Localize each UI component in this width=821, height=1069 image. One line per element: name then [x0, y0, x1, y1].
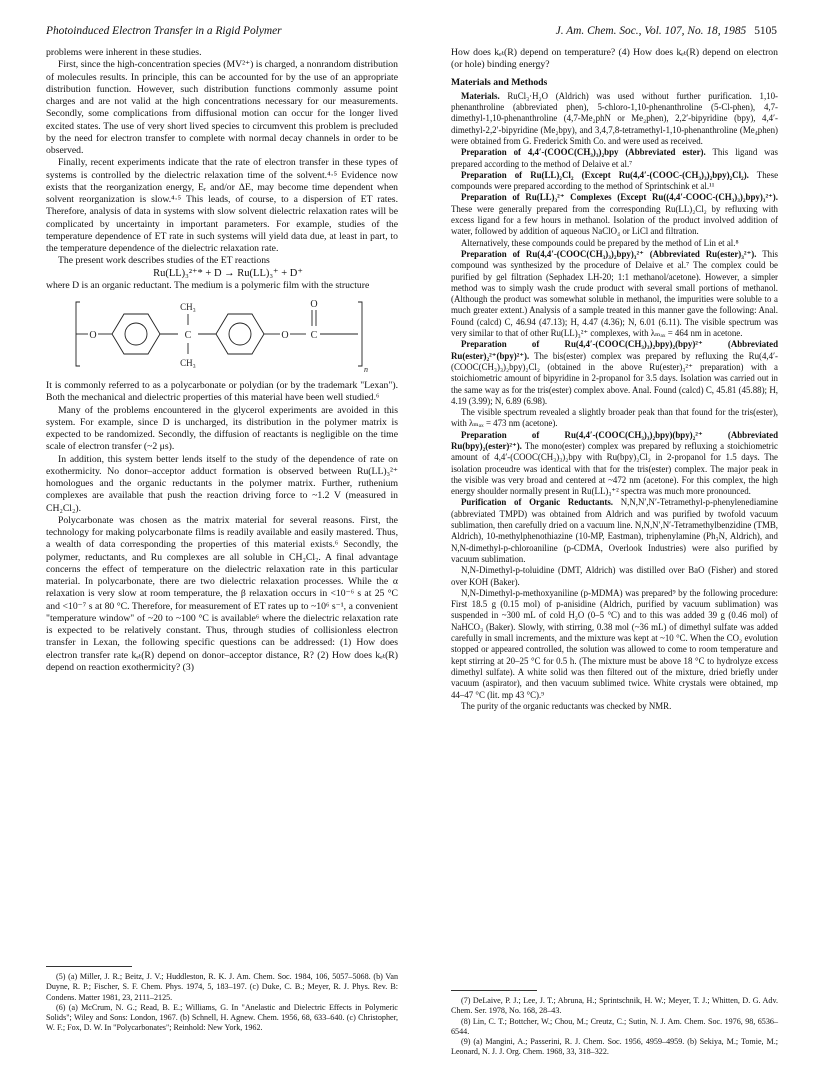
- run-in-heading: Preparation of Ru(LL)₃²⁺ Complexes (Except Ru((4,4′-COOC-(CH₃)₃)₂bpy)₃²⁺).: [461, 192, 778, 203]
- footnote: (8) Lin, C. T.; Bottcher, W.; Chou, M.; Creutz, C.; Sutin, N. J. Am. Chem. Soc. 1976, 98, 6536–6544.: [451, 1016, 778, 1036]
- paragraph: Preparation of Ru(4,4′-(COOC(CH₃)₃)₂bpy)₃²⁺ (Abbreviated Ru(ester)₃²⁺). This compound was synthesized by the procedure of Delaive et al.⁷ The complex could be purified by gel filtration (Sephadex LH-20; 1:1 methanol/acetone). However, a simpler method was to simply wash the crude product with several small portions of methanol. (Although the product was somewhat soluble in methanol, the impurities were soluble to a much greater extent.) Analysis of a sample treated in this manner gave the following: Anal. Found (calcd) C, 46.94 (47.13); H, 4.47 (4.36); N, 6.01 (6.11). The visible spectrum was very similar to that of other Ru(LL)₃²⁺ complexes, with λₘₐₓ = 464 nm in acetone.: [451, 248, 778, 339]
- benzene-ring: [216, 314, 264, 354]
- run-in-heading: Preparation of 4,4′-(COOC(CH₃)₃)₂bpy (Abbreviated ester).: [461, 147, 706, 158]
- footnote: (6) (a) McCrum, N. G.; Read, B. E.; Williams, G. In "Anelastic and Dielectric Effects in Polymeric Solids"; Wiley and Sons: London, 1967. (b) Schnell, H. Agnew. Chem. 1956, 68, 633–640. (c) Christopher, W. F.; Fox, D. W. In "Polycarbonates"; Reinhold: New York, 1962.: [46, 1002, 398, 1033]
- run-in-heading: Preparation of Ru(LL)₂Cl₂ (Except Ru(4,4′-(COOC-(CH₃)₃)₂bpy)₂Cl₂).: [461, 169, 749, 180]
- footnote: (7) DeLaive, P. J.; Lee, J. T.; Abruna, H.; Sprintschnik, H. W.; Meyer, T. J.; Whitten, D. G. Adv. Chem. Ser. 1978, No. 168, 28–43.: [451, 996, 778, 1016]
- carbon-atom: C: [184, 330, 192, 341]
- article-running-title: Photoinduced Electron Transfer in a Rigid Polymer: [46, 25, 282, 37]
- journal-name: J. Am. Chem. Soc., Vol. 107, No. 18, 1985: [555, 25, 747, 37]
- footnotes-right: [451, 996, 778, 1058]
- paragraph: Finally, recent experiments indicate that the rate of electron transfer in these types of systems is controlled by the dielectric relaxation time of the solvent.⁴·⁵ Evidence now exists that the reorganization energy, Eᵣ and/or ΔE, may become time dependent when solvent reorganization is slow.⁴·⁵ This leads, of course, to a dispersion of ET rates. Therefore, analysis of data in systems with slow solvent dielectric relaxation rates will be complicated by uncertainty in important parameters. For example, studies of the temperature dependence of ET rate in such systems will yield data due, at least in part, to the temperature dependence of the dielectric relaxation rate.: [46, 157, 398, 254]
- oxygen-atom: O: [310, 299, 318, 310]
- footnote-rule-left: [46, 966, 132, 967]
- polycarbonate-structure: [72, 294, 372, 374]
- paragraph: How does kₑₜ(R) depend on temperature? (4) How does kₑₜ(R) depend on electron (or hole) binding energy?: [451, 47, 778, 71]
- page-number: 5105: [754, 25, 777, 37]
- running-head: [46, 25, 777, 41]
- paragraph: The purity of the organic reductants was checked by NMR.: [461, 700, 672, 711]
- paragraph: In addition, this system better lends itself to the study of the dependence of rate on exothermicity. No donor–acceptor adduct formation is observed between Ru(LL)₃²⁺ homologues and the organic reductants in the polymer matrix. Further, ruthenium complexes are available that push the reaction driving force to ~1.2 V (measured in CH₂Cl₂).: [46, 453, 398, 514]
- paragraph: Preparation of 4,4′-(COOC(CH₃)₃)₂bpy (Abbreviated ester). This ligand was prepared according to the method of Delaive et al.⁷: [451, 147, 778, 169]
- right-bracket: [358, 302, 362, 366]
- oxygen-atom: O: [281, 330, 289, 341]
- paragraph: Preparation of Ru(LL)₃²⁺ Complexes (Except Ru((4,4′-COOC-(CH₃)₃)₂bpy)₃²⁺). These were generally prepared from the corresponding Ru(LL)₂Cl₂ by refluxing with excess ligand for a few hours in methanol. Isolation of the product involved addition of water, followed by addition of aqueous NaClO₄ or LiCl and filtration.: [451, 192, 778, 237]
- paragraph: Purification of Organic Reductants. N,N,N′,N′-Tetramethyl-p-phenylenediamine (abbreviated TMPD) was obtained from Aldrich and was purified by twofold vacuum sublimation, then carefully dried on a vacuum line. N,N,N′,N′-Tetramethylbenzidine (TMB, Aldrich), 10-methylphenothiazine (10-MP, Eastman), triphenylamine (Ph₃N, Aldrich), and N,N-dimethyl-p-chloroaniline (p-CDMA, Overlook Industries) were also purified by vacuum sublimation.: [451, 497, 778, 564]
- paragraph: Preparation of Ru(LL)₂Cl₂ (Except Ru(4,4′-(COOC-(CH₃)₃)₂bpy)₂Cl₂). These compounds were prepared according to the method of Sprintschink et al.¹¹: [451, 169, 779, 192]
- footnote-rule-right: [451, 990, 537, 991]
- paragraph: The present work describes studies of the ET reactions: [58, 255, 270, 267]
- run-in-heading: Preparation of Ru(4,4′-(COOC(CH₃)₃)₂bpy)₃²⁺ (Abbreviated Ru(ester)₃²⁺).: [461, 248, 757, 259]
- run-in-heading: Preparation of Ru(4,4′-(COOC(CH₃)₃)₂bpy)₂(bpy)²⁺ (Abbreviated Ru(ester)₂²⁺(bpy)²⁺).: [451, 339, 778, 361]
- footnote: (5) (a) Miller, J. R.; Beitz, J. V.; Huddleston, R. K. J. Am. Chem. Soc. 1984, 106, 5057–5068. (b) Van Duyne, R. P.; Fischer, S. F. Chem. Phys. 1974, 5, 183–197. (c) Duke, C. B.; Meyer, R. J. Phys. Rev. B: Condens. Matter 1981, 23, 2111–2125.: [46, 972, 398, 1002]
- paragraph: Many of the problems encountered in the glycerol experiments are avoided in this system. For example, since D is uncharged, its distribution in the polymer matrix is expected to be randomized. Secondly, the diffusion of reactants is negligible on the time scale of electron transfer (~2 μs).: [46, 404, 398, 453]
- right-column: [451, 47, 778, 712]
- footnotes-left: [46, 972, 398, 1034]
- methyl-group: CH₃: [180, 358, 196, 368]
- oxygen-atom: O: [89, 330, 97, 341]
- paragraph: First, since the high-concentration species (MV²⁺) is charged, a nonrandom distribution of molecules results. In principle, this can be accounted for by the use of an appropriate distribution function. However, such distribution functions commonly assume point charges and are not valid at the high concentrations necessary for our measurements. Secondly, some complications from diffusional motion can occur for the longer lived excited states. The use of very short lived species to circumvent this problem is precluded by the need for electron transfer to complete with normal decay channels in order to be observed.: [46, 59, 398, 156]
- paragraph: Materials. RuCl₃·H₂O (Aldrich) was used without further purification. 1,10-phenanthroline (abbreviated phen), 5-chloro-1,10-phenanthroline (5-Cl-phen), 4,7-dimethyl-1,10-phenanthroline (4,7-Me₂phN or Me₂phen), 2,2′-bipyridine (bpy), 4,4′-dimethyl-2,2′-bipyridine (Me₂bpy), and 3,4,7,8-tetramethyl-1,10-phenanthroline (Me₄phen) were obtained from G. Frederick Smith Co. and were used as received.: [451, 90, 778, 146]
- paragraph: Alternatively, these compounds could be prepared by the method of Lin et al.⁸: [461, 237, 739, 248]
- section-heading: Materials and Methods: [451, 76, 548, 88]
- paragraph: Polycarbonate was chosen as the matrix material for several reasons. First, the technology for making polycarbonate films is readily available and easily mastered. Thus, a wealth of data corresponding the properties of this material exists.⁶ Secondly, the polymer, reductants, and Ru complexes are all soluble in CH₂Cl₂. A final advantage concerns the effect of temperature on the dielectric relaxation rate in this particular material. In polycarbonate, there are two dielectric relaxation processes. While the α relaxation is very slow at room temperature, the β relaxation occurs in <10⁻⁶ s at 25 °C and <10⁻⁷ s at 80 °C. Therefore, for measurement of ET rates up to ~10⁶ s⁻¹, a convenient "temperature window" of ~20 to ~100 °C is available⁶ where the dielectric relaxation rate is expected to be relatively constant. Thus, through studies of collisionless electron transfer in Lexan, the following specific questions can be addressed: (1) How does electron transfer rate kₑₜ(R) depend on donor–acceptor distance, R? (2) How does kₑₜ(R) depend on reaction exothermicity? (3): [46, 514, 398, 673]
- paragraph: Preparation of Ru(4,4′-(COOC(CH₃)₃)₂bpy)₂(bpy)²⁺ (Abbreviated Ru(ester)₂²⁺(bpy)²⁺). The bis(ester) complex was prepared by refluxing the Ru(4,4′-(COOC(CH₃)₃)₂bpy)₂Cl₂ (obtained in the above Ru(ester)₃²⁺ preparation) with a stoichiometric amount of bipyridine in 2-propanol for 3.5 days. Isolation was carried out in the same way as for the tris(ester) complex above. Anal. Found (calcd) C, 45.81 (45.88); H, 4.19 (3.99); N, 6.89 (6.98).: [451, 339, 778, 406]
- paragraph: The visible spectrum revealed a slightly broader peak than that found for the tris(ester), with λₘₐₓ = 473 nm (acetone).: [451, 407, 778, 429]
- run-in-heading: Purification of Organic Reductants.: [461, 497, 614, 508]
- run-in-heading: Preparation of Ru(4,4′-(COOC(CH₃)₃)₂bpy)(bpy)₂²⁺ (Abbreviated Ru(bpy)₂(ester)²⁺).: [451, 429, 778, 451]
- paragraph: N,N-Dimethyl-p-methoxyaniline (p-MDMA) was prepared⁹ by the following procedure: First 18.5 g (0.15 mol) of p-anisidine (Aldrich, purified by vacuum sublimation) was suspended in ~300 mL of cold H₂O (0–5 °C) and to this was added 39 g (0.46 mol) of NaHCO₃ (Baker). Slowly, with stirring, 0.38 mol (~36 mL) of dimethyl sulfate was added carefully in small increments, and the mixture was kept at ~10 °C. When the CO₂ evolution stopped or appeared controlled, the solution was allowed to come to room temperature and kept stirring at 20–25 °C for 0.5 h. (The mixture must be above 18 °C to hydrolyze excess dimethyl sulfate). A white solid was then filtered out of the mixture, dried briefly under vacuum (aspirator), and then vacuum sublimed twice. White crystals were obtained, mp 44–47 °C (lit. mp 43 °C).⁹: [451, 587, 778, 700]
- carbon-atom: C: [310, 330, 318, 341]
- left-column: [46, 47, 398, 674]
- paragraph: Preparation of Ru(4,4′-(COOC(CH₃)₃)₂bpy)(bpy)₂²⁺ (Abbreviated Ru(bpy)₂(ester)²⁺). The mono(ester) complex was prepared by refluxing a stoichiometric amount of 4,4′-(COOC(CH₃)₃)₂bpy with Ru(bpy)₂Cl₂ in 2-propanol for 1.5 days. The isolation proceudre was identical with that for the tris(ester) complex. The major peak in the visible was very broad and centered at ~472 nm (acetone). For this complex, the high energy shoulder normally present in Ru(LL)₃⁺² spectra was much more pronounced.: [451, 429, 778, 497]
- paragraph: N,N-Dimethyl-p-toluidine (DMT, Aldrich) was distilled over BaO (Fisher) and stored over KOH (Baker).: [451, 565, 778, 587]
- methyl-group: CH₃: [180, 302, 196, 312]
- paragraph: problems were inherent in these studies.: [46, 47, 202, 58]
- paragraph: where D is an organic reductant. The medium is a polymeric film with the structure: [46, 279, 370, 291]
- repeat-subscript: n: [364, 365, 368, 374]
- run-in-heading: Materials.: [461, 90, 500, 101]
- journal-citation: [556, 25, 777, 37]
- reaction-equation: Ru(LL)₃²⁺* + D → Ru(LL)₃⁺ + D⁺: [153, 267, 303, 279]
- paragraph: It is commonly referred to as a polycarbonate or polydian (or by the trademark "Lexan"). Both the mechanical and dielectric properties of this material have been well studied.⁶: [46, 380, 398, 404]
- footnote: (9) (a) Mangini, A.; Passerini, R. J. Chem. Soc. 1956, 4959–4959. (b) Sekiya, M.; Tomie, M.; Leonard, N. J. J. Org. Chem. 1968, 33, 318–322.: [451, 1037, 778, 1057]
- benzene-ring: [112, 314, 160, 354]
